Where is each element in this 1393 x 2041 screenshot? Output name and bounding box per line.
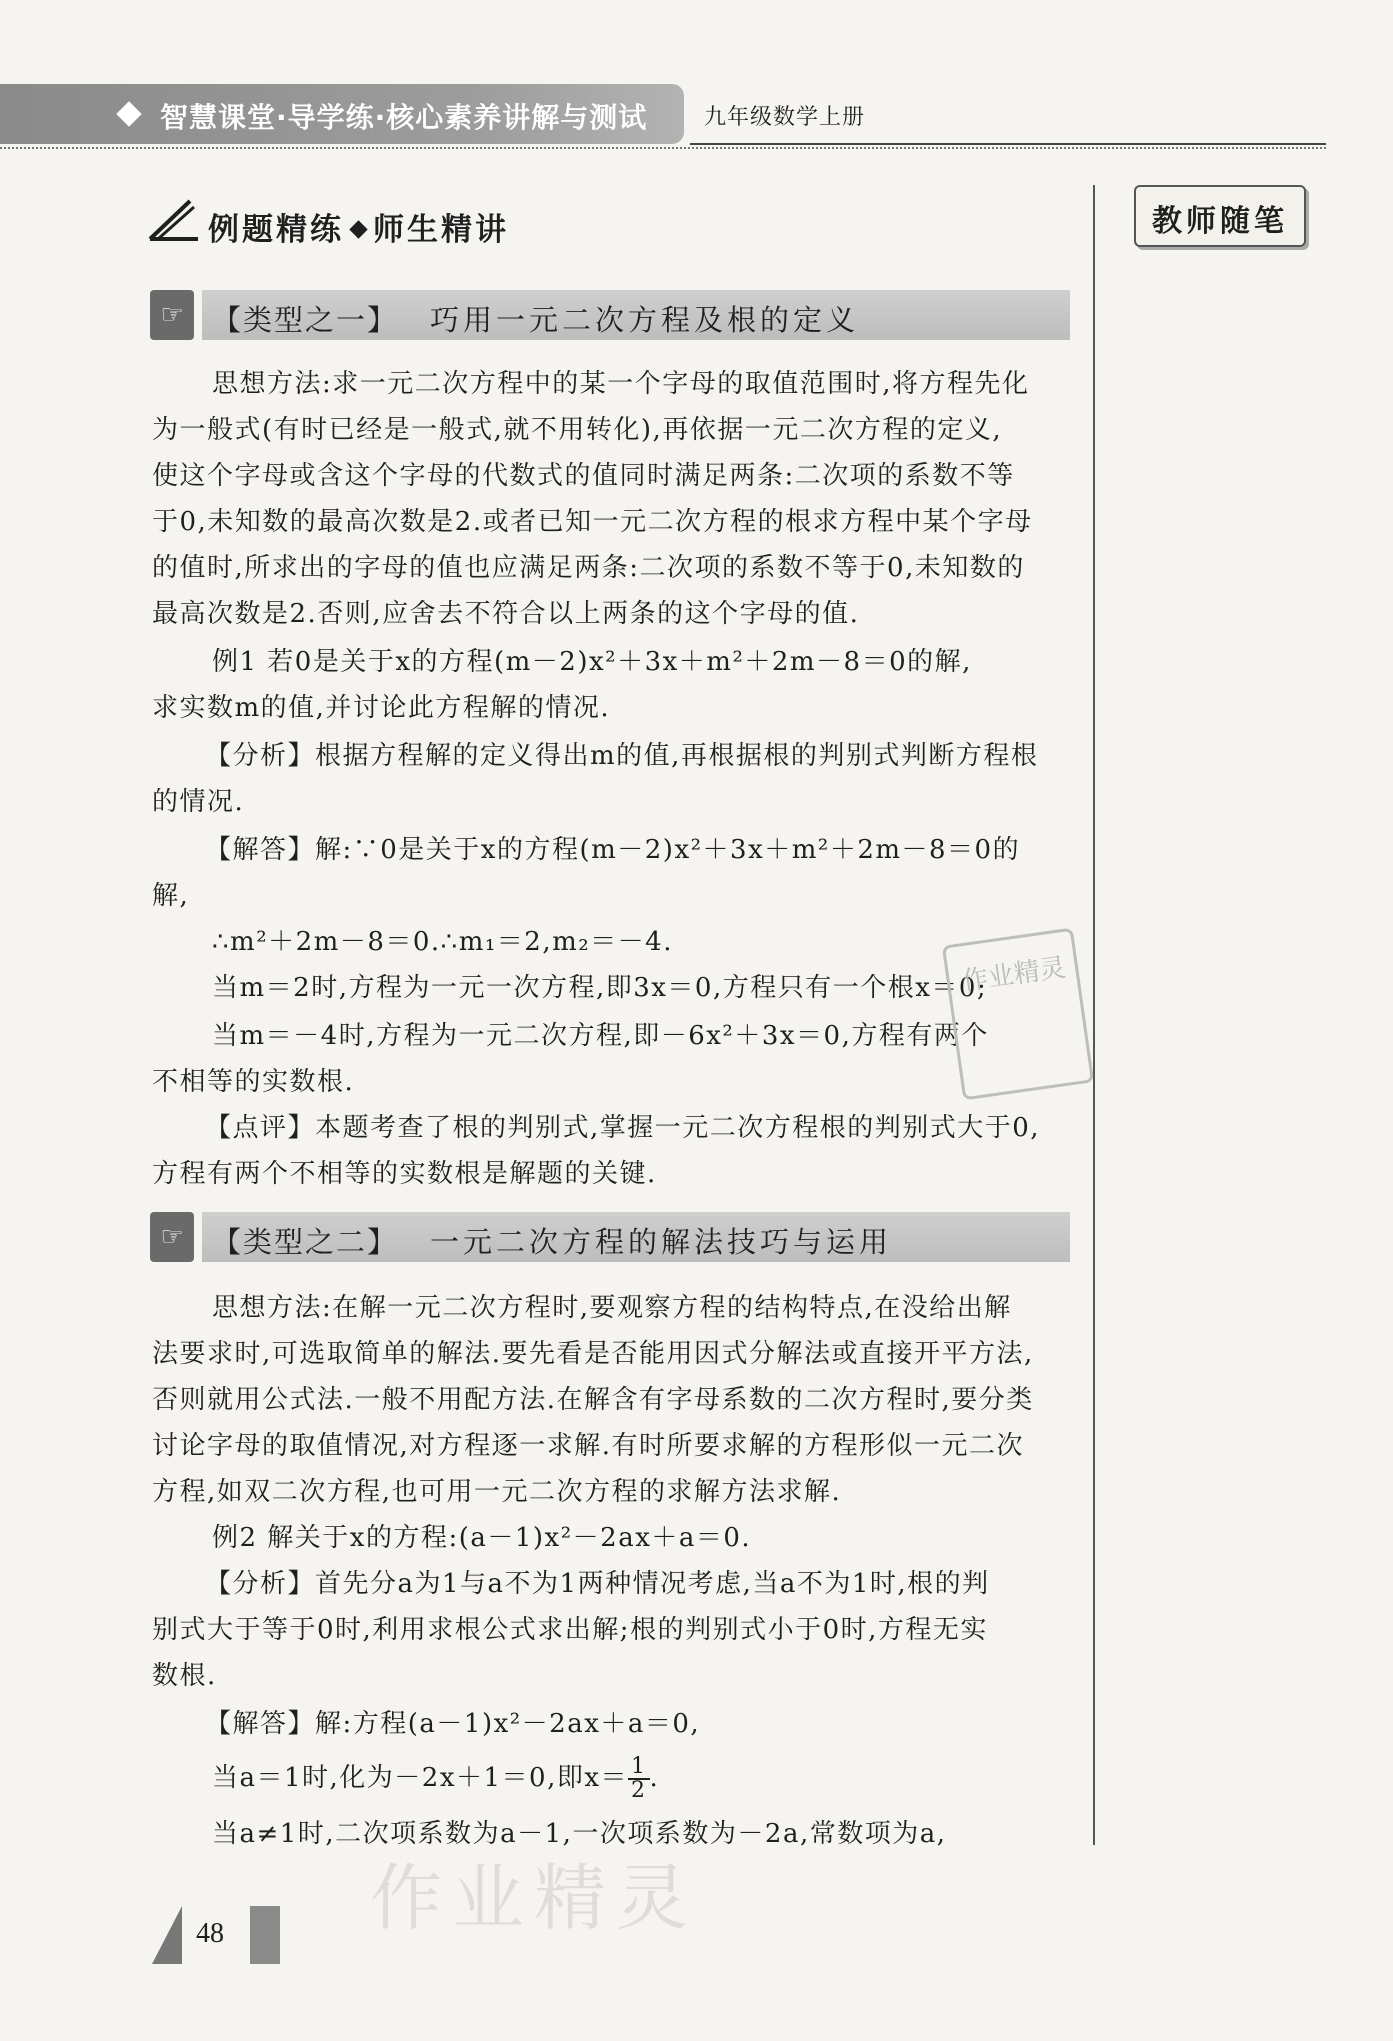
fraction-numerator: 1 <box>628 1756 650 1780</box>
type2-label: 【类型之二】 <box>212 1225 399 1259</box>
type2-line: 讨论字母的取值情况,对方程逐一求解.有时所要求解的方程形似一元二次 <box>152 1431 1025 1461</box>
fraction <box>628 1756 650 1802</box>
example1-solution: ∴m²＋2m－8＝0.∴m₁＝2,m₂＝－4. <box>212 927 673 957</box>
type1-line: 思想方法:求一元二次方程中的某一个字母的取值范围时,将方程先化 <box>212 369 1030 399</box>
stamp-text: 作业精灵 <box>960 952 1068 998</box>
example2-solution: 【解答】解:方程(a－1)x²－2ax＋a＝0, <box>205 1709 701 1739</box>
pen-angle-icon <box>148 195 200 241</box>
example1-solution: 【解答】解:∵0是关于x的方程(m－2)x²＋3x＋m²＋2m－8＝0的 <box>205 835 1021 865</box>
example1-solution: 不相等的实数根. <box>152 1067 355 1097</box>
section-title-b: 师生精讲 <box>373 212 509 248</box>
section-title-a: 例题精练 <box>208 212 344 248</box>
type1-line: 的值时,所求出的字母的值也应满足两条:二次项的系数不等于0,未知数的 <box>152 553 1025 583</box>
type1-label: 【类型之一】 <box>212 303 399 337</box>
example1-question: 求实数m的值,并讨论此方程解的情况. <box>152 693 611 723</box>
type2-line: 思想方法:在解一元二次方程时,要观察方程的结构特点,在没给出解 <box>212 1293 1012 1323</box>
type1-title: 巧用一元二次方程及根的定义 <box>430 303 860 337</box>
footer-block <box>250 1906 280 1964</box>
type2-banner <box>150 1212 1070 1262</box>
header-dotted-rule <box>0 147 1326 149</box>
example1-analysis: 【分析】根据方程解的定义得出m的值,再根据根的判别式判断方程根 <box>205 741 1039 771</box>
type1-line: 于0,未知数的最高次数是2.或者已知一元二次方程的根求方程中某个字母 <box>152 507 1033 537</box>
example1-solution: 解, <box>152 881 190 911</box>
notes-divider <box>1093 185 1095 1845</box>
type1-line: 使这个字母或含这个字母的代数式的值同时满足两条:二次项的系数不等 <box>152 461 1015 491</box>
pointing-hand-icon: ☞ <box>150 1212 194 1262</box>
example2-solution-text: 当a＝1时,化为－2x＋1＝0,即x＝ <box>212 1763 629 1793</box>
stamp <box>942 928 1094 1101</box>
type2-line: 否则就用公式法.一般不用配方法.在解含有字母系数的二次方程时,要分类 <box>152 1385 1034 1415</box>
type2-line: 法要求时,可选取简单的解法.要先看是否能用因式分解法或直接开平方法, <box>152 1339 1034 1369</box>
type1-line: 为一般式(有时已经是一般式,就不用转化),再依据一元二次方程的定义, <box>152 415 1003 445</box>
example1-comment: 方程有两个不相等的实数根是解题的关键. <box>152 1159 657 1189</box>
example1-solution: 当m＝2时,方程为一元一次方程,即3x＝0,方程只有一个根x＝0; <box>212 973 988 1003</box>
example2-solution: 当a＝1时,化为－2x＋1＝0,即x＝ $\frac{1}{2}$ . <box>212 1754 660 1803</box>
header-rule <box>690 143 1326 145</box>
page-number: 48 <box>196 1918 224 1949</box>
section-title <box>208 204 509 249</box>
type1-banner <box>150 290 1070 340</box>
type1-line: 最高次数是2.否则,应舍去不符合以上两条的这个字母的值. <box>152 599 860 629</box>
example1-analysis: 的情况. <box>152 787 245 817</box>
series-title: 智慧课堂·导学练·核心素养讲解与测试 <box>160 101 648 134</box>
example1-comment: 【点评】本题考查了根的判别式,掌握一元二次方程根的判别式大于0, <box>205 1113 1041 1143</box>
type2-line: 方程,如双二次方程,也可用一元二次方程的求解方法求解. <box>152 1477 842 1507</box>
pointing-hand-icon: ☞ <box>150 290 194 340</box>
teacher-notes-label: 教师随笔 <box>1152 204 1288 239</box>
diamond-icon <box>349 220 367 238</box>
example1-solution: 当m＝－4时,方程为一元二次方程,即－6x²＋3x＝0,方程有两个 <box>212 1021 989 1051</box>
example1-question: 例1 若0是关于x的方程(m－2)x²＋3x＋m²＋2m－8＝0的解, <box>212 647 972 677</box>
example2-analysis: 【分析】首先分a为1与a不为1两种情况考虑,当a不为1时,根的判 <box>205 1569 990 1599</box>
type2-title: 一元二次方程的解法技巧与运用 <box>430 1225 893 1259</box>
example2-solution: 当a≠1时,二次项系数为a－1,一次项系数为－2a,常数项为a, <box>212 1819 947 1849</box>
footer-triangle <box>152 1906 182 1964</box>
example2-question: 例2 解关于x的方程:(a－1)x²－2ax＋a＝0. <box>212 1523 752 1553</box>
example2-analysis: 别式大于等于0时,利用求根公式求出解;根的判别式小于0时,方程无实 <box>152 1615 988 1645</box>
watermark: 作业精灵 <box>370 1856 699 1940</box>
example2-analysis: 数根. <box>152 1661 217 1691</box>
fraction-denominator: 2 <box>631 1778 647 1803</box>
book-title: 九年级数学上册 <box>704 105 866 130</box>
